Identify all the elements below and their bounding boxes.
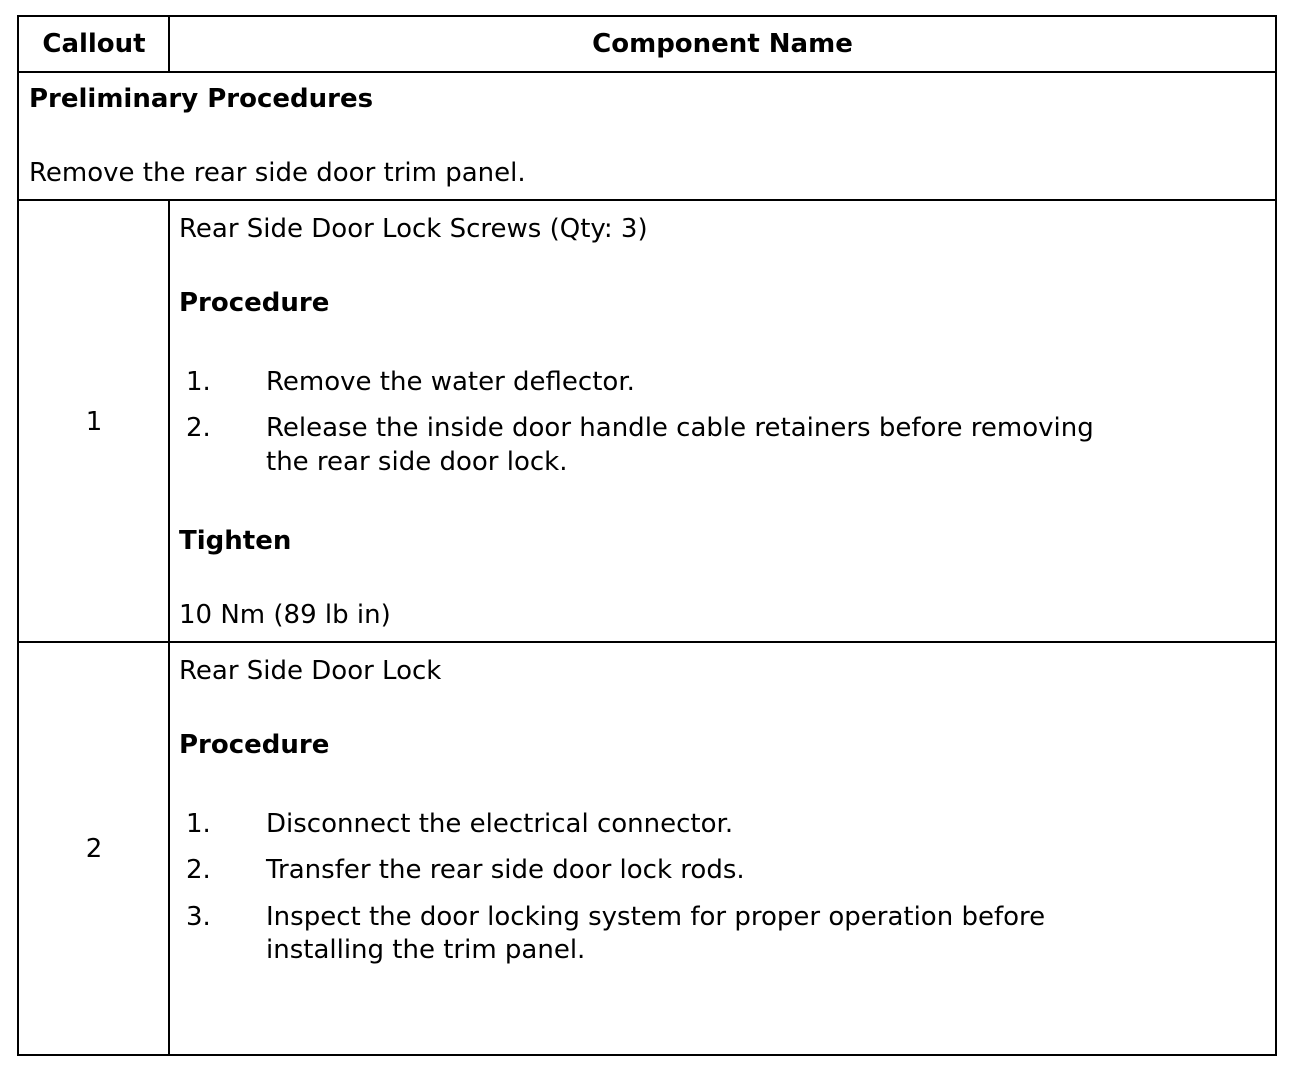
- callout-header: Callout: [42, 29, 146, 59]
- step-number: 2.: [186, 855, 211, 885]
- step-text-continued: installing the trim panel.: [266, 935, 586, 965]
- callout-number: 2: [85, 834, 103, 864]
- callout-number: 1: [85, 407, 103, 437]
- preliminary-heading: Preliminary Procedures: [29, 84, 374, 114]
- procedure-heading: Procedure: [179, 288, 330, 318]
- component-name: Rear Side Door Lock: [179, 656, 442, 686]
- step-number: 2.: [186, 413, 211, 443]
- procedure-table: [17, 15, 1277, 1056]
- preliminary-text: Remove the rear side door trim panel.: [29, 158, 526, 188]
- step-number: 1.: [186, 367, 211, 397]
- step-text-continued: the rear side door lock.: [266, 447, 568, 477]
- step-text: Inspect the door locking system for proper operation before: [266, 902, 1046, 932]
- procedure-heading: Procedure: [179, 730, 330, 760]
- step-text: Transfer the rear side door lock rods.: [266, 855, 745, 885]
- preliminary-divider: [19, 199, 1275, 201]
- step-number: 1.: [186, 809, 211, 839]
- step-number: 3.: [186, 902, 211, 932]
- step-text: Disconnect the electrical connector.: [266, 809, 734, 839]
- step-text: Remove the water deflector.: [266, 367, 635, 397]
- step-text: Release the inside door handle cable retainers before removing: [266, 413, 1094, 443]
- tighten-value: 10 Nm (89 lb in): [179, 600, 391, 630]
- component-name-header: Component Name: [592, 29, 853, 59]
- tighten-heading: Tighten: [179, 526, 292, 556]
- row-divider: [19, 641, 1275, 643]
- column-divider-body: [168, 199, 170, 1054]
- header-divider: [19, 71, 1275, 73]
- component-name: Rear Side Door Lock Screws (Qty: 3): [179, 214, 648, 244]
